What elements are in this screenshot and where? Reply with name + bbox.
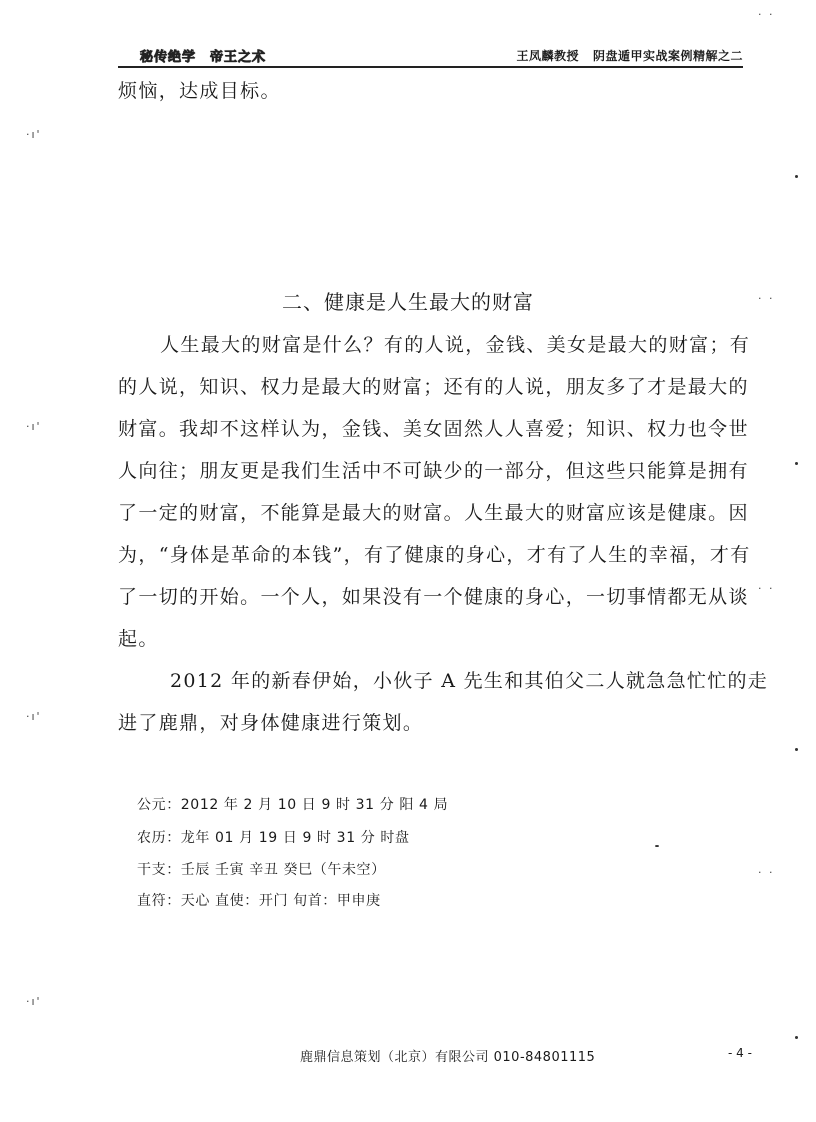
scan-speck: ·ı': [26, 420, 42, 433]
scan-dot: [795, 1036, 798, 1039]
scan-speck: · ·: [758, 8, 775, 21]
paragraph-line: 的人说，知识、权力是最大的财富；还有的人说，朋友多了才是最大的: [118, 376, 749, 398]
info-zhifu: 直符：天心 直使：开门 旬首：甲申庚: [137, 893, 381, 909]
info-nongli: 农历：龙年 01 月 19 日 9 时 31 分 时盘: [137, 830, 410, 846]
page-header: [118, 44, 743, 68]
scan-dot: [795, 462, 798, 465]
scan-speck: · ·: [758, 866, 775, 879]
header-book-title: 阴盘遁甲实战案例精解之二: [592, 49, 743, 63]
scan-dot: [655, 845, 659, 847]
header-right-label: [516, 47, 743, 64]
header-left-item-2: 帝王之术: [210, 50, 267, 65]
footer-company: 鹿鼎信息策划（北京）有限公司 010-84801115: [300, 1050, 596, 1065]
scan-speck: · ·: [758, 582, 775, 595]
paragraph-line: 进了鹿鼎，对身体健康进行策划。: [118, 712, 424, 734]
scan-speck: · ·: [758, 292, 775, 305]
info-ganzhi: 干支：壬辰 壬寅 辛丑 癸巳（午未空）: [137, 862, 386, 878]
header-author: 王凤麟教授: [516, 49, 579, 63]
scan-speck: ·ı': [26, 710, 42, 723]
section-title: 二、健康是人生最大的财富: [282, 290, 534, 314]
scan-dot: [795, 175, 798, 178]
paragraph-line: 了一切的开始。一个人，如果没有一个健康的身心，一切事情都无从谈: [118, 586, 749, 608]
header-left-label: [140, 46, 280, 65]
carryover-line: 烦恼，达成目标。: [118, 80, 281, 102]
paragraph-line: 起。: [118, 628, 159, 650]
header-left-item-1: 秘传绝学: [140, 50, 197, 65]
paragraph-line: 人生最大的财富是什么？有的人说，金钱、美女是最大的财富；有: [160, 334, 751, 356]
paragraph-line: 人向往；朋友更是我们生活中不可缺少的一部分，但这些只能算是拥有: [118, 460, 749, 482]
scan-speck: ·ı': [26, 995, 42, 1008]
paragraph-line: 2012 年的新春伊始，小伙子 A 先生和其伯父二人就急急忙忙的走: [170, 670, 769, 692]
page-number: - 4 -: [728, 1046, 752, 1060]
paragraph-line: 了一定的财富，不能算是最大的财富。人生最大的财富应该是健康。因: [118, 502, 749, 524]
scan-dot: [795, 748, 798, 751]
info-gongyuan: 公元：2012 年 2 月 10 日 9 时 31 分 阳 4 局: [137, 797, 449, 813]
paragraph-line: 为，“身体是革命的本钱”，有了健康的身心，才有了人生的幸福，才有: [118, 544, 751, 566]
scan-speck: ·ı': [26, 128, 42, 141]
paragraph-line: 财富。我却不这样认为，金钱、美女固然人人喜爱；知识、权力也令世: [118, 418, 749, 440]
